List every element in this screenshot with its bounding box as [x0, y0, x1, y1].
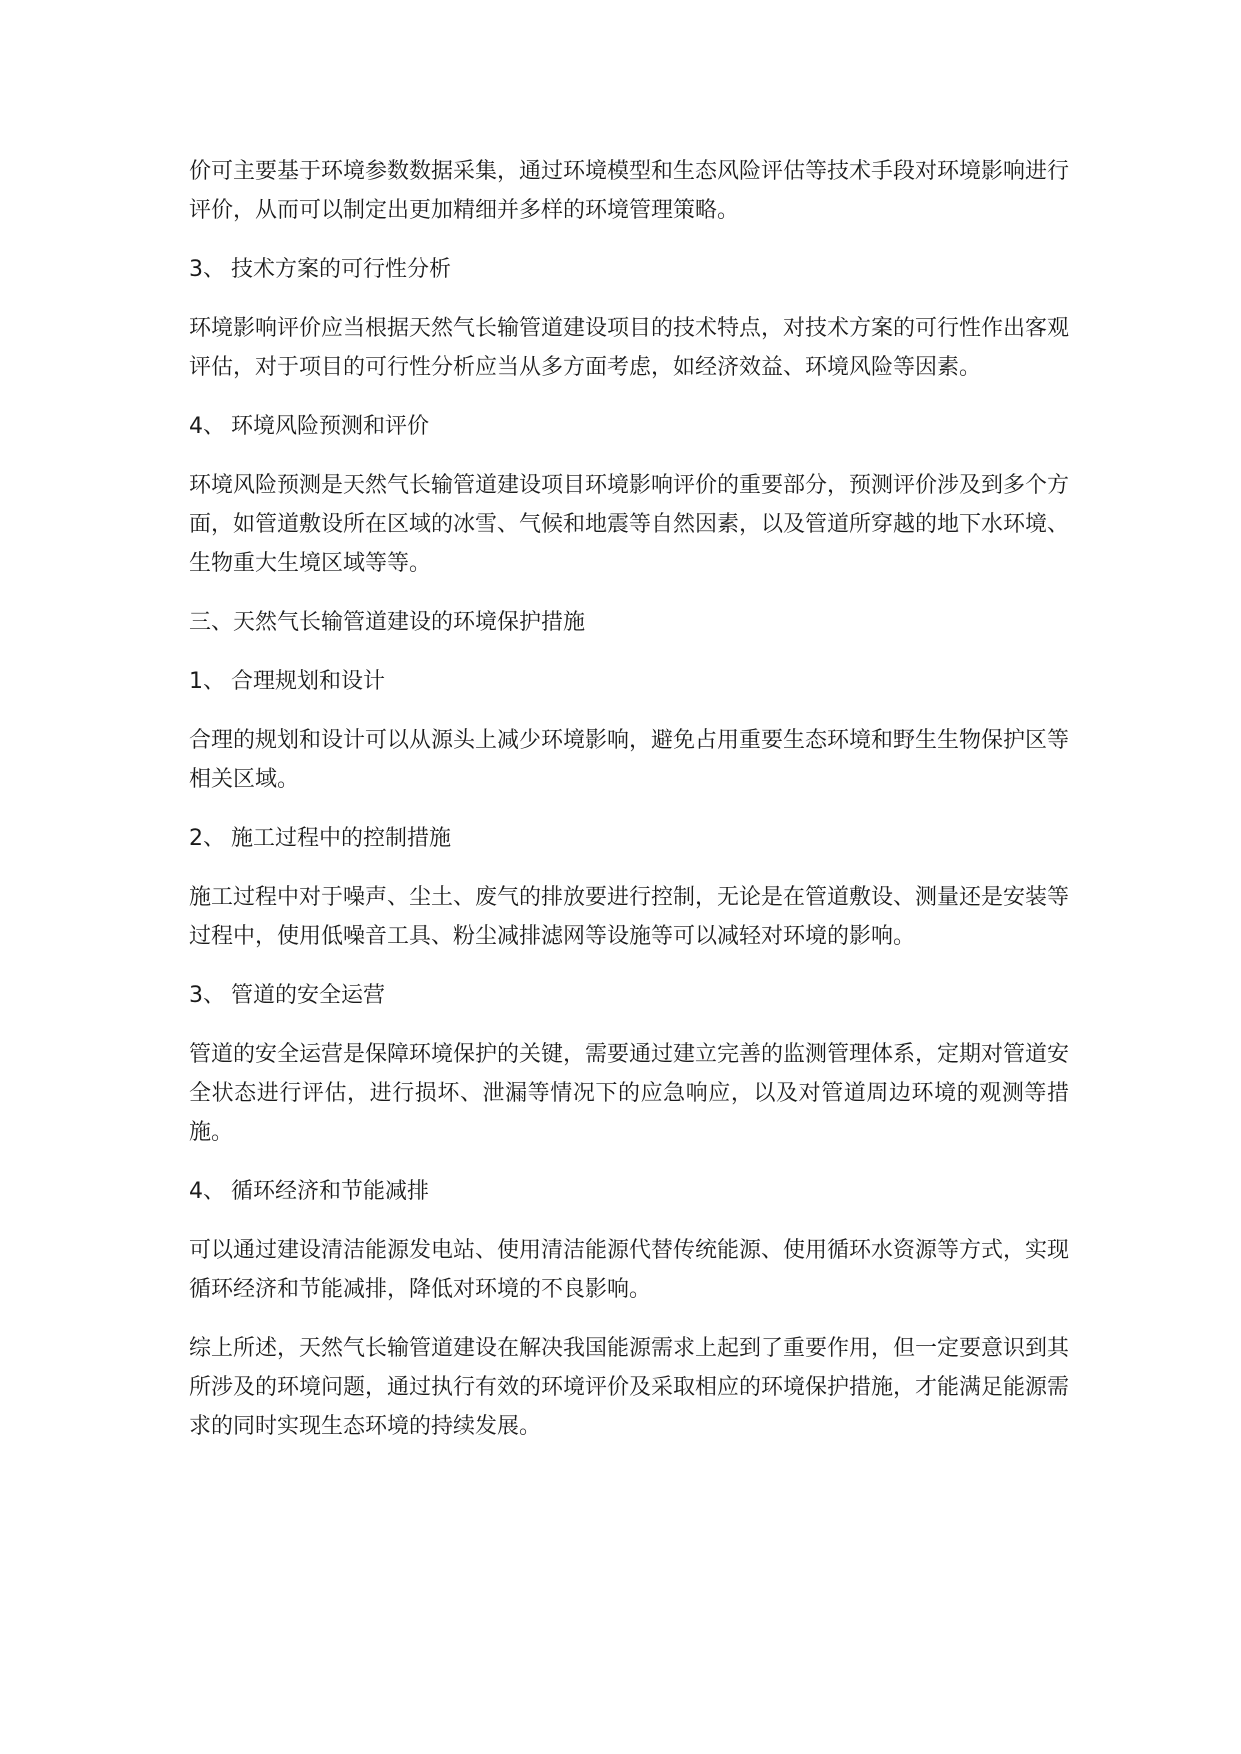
heading-circular-economy	[189, 1172, 1069, 1211]
paragraph-safe-operation: 管道的安全运营是保障环境保护的关键，需要通过建立完善的监测管理体系，定期对管道安全状态进行评估，进行损坏、泄漏等情况下的应急响应，以及对管道周边环境的观测等措施。	[189, 1042, 1070, 1145]
paragraph-planning-design: 合理的规划和设计可以从源头上减少环境影响，避免占用重要生态环境和野生生物保护区等相关区域。	[189, 728, 1070, 792]
heading-tech-feasibility	[189, 250, 1069, 289]
heading-number: 1、	[189, 669, 225, 694]
heading-text: 技术方案的可行性分析	[231, 257, 452, 282]
heading-number: 4、	[189, 1179, 225, 1204]
heading-number: 2、	[189, 826, 225, 851]
heading-text: 环境风险预测和评价	[231, 414, 430, 439]
heading-risk-prediction	[189, 407, 1069, 446]
heading-text: 管道的安全运营	[231, 983, 386, 1008]
section-title: 天然气长输管道建设的环境保护措施	[233, 610, 586, 635]
heading-construction-control	[189, 819, 1069, 858]
heading-text: 施工过程中的控制措施	[231, 826, 452, 851]
section-heading-protection-measures	[189, 603, 1069, 642]
document-body	[189, 152, 1069, 1466]
heading-safe-operation	[189, 976, 1069, 1015]
heading-text: 循环经济和节能减排	[231, 1179, 430, 1204]
heading-text: 合理规划和设计	[231, 669, 386, 694]
paragraph-risk-prediction: 环境风险预测是天然气长输管道建设项目环境影响评价的重要部分，预测评价涉及到多个方面，如管道敷设所在区域的冰雪、气候和地震等自然因素，以及管道所穿越的地下水环境、生物重大生境区域等等。	[189, 473, 1070, 576]
heading-number: 3、	[189, 257, 225, 282]
paragraph-circular-economy: 可以通过建设清洁能源发电站、使用清洁能源代替传统能源、使用循环水资源等方式，实现循环经济和节能减排，降低对环境的不良影响。	[189, 1238, 1070, 1302]
paragraph-tech-feasibility: 环境影响评价应当根据天然气长输管道建设项目的技术特点，对技术方案的可行性作出客观评估，对于项目的可行性分析应当从多方面考虑，如经济效益、环境风险等因素。	[189, 316, 1070, 380]
paragraph-conclusion: 综上所述，天然气长输管道建设在解决我国能源需求上起到了重要作用，但一定要意识到其所涉及的环境问题，通过执行有效的环境评价及采取相应的环境保护措施，才能满足能源需求的同时实现生态环境的持续发展。	[189, 1336, 1070, 1439]
paragraph-eval-intro: 价可主要基于环境参数数据采集，通过环境模型和生态风险评估等技术手段对环境影响进行评价，从而可以制定出更加精细并多样的环境管理策略。	[189, 159, 1070, 223]
section-number: 三、	[189, 610, 234, 635]
heading-number: 3、	[189, 983, 225, 1008]
heading-number: 4、	[189, 414, 225, 439]
paragraph-construction-control: 施工过程中对于噪声、尘土、废气的排放要进行控制，无论是在管道敷设、测量还是安装等过程中，使用低噪音工具、粉尘减排滤网等设施等可以减轻对环境的影响。	[189, 885, 1070, 949]
heading-planning-design	[189, 662, 1069, 701]
